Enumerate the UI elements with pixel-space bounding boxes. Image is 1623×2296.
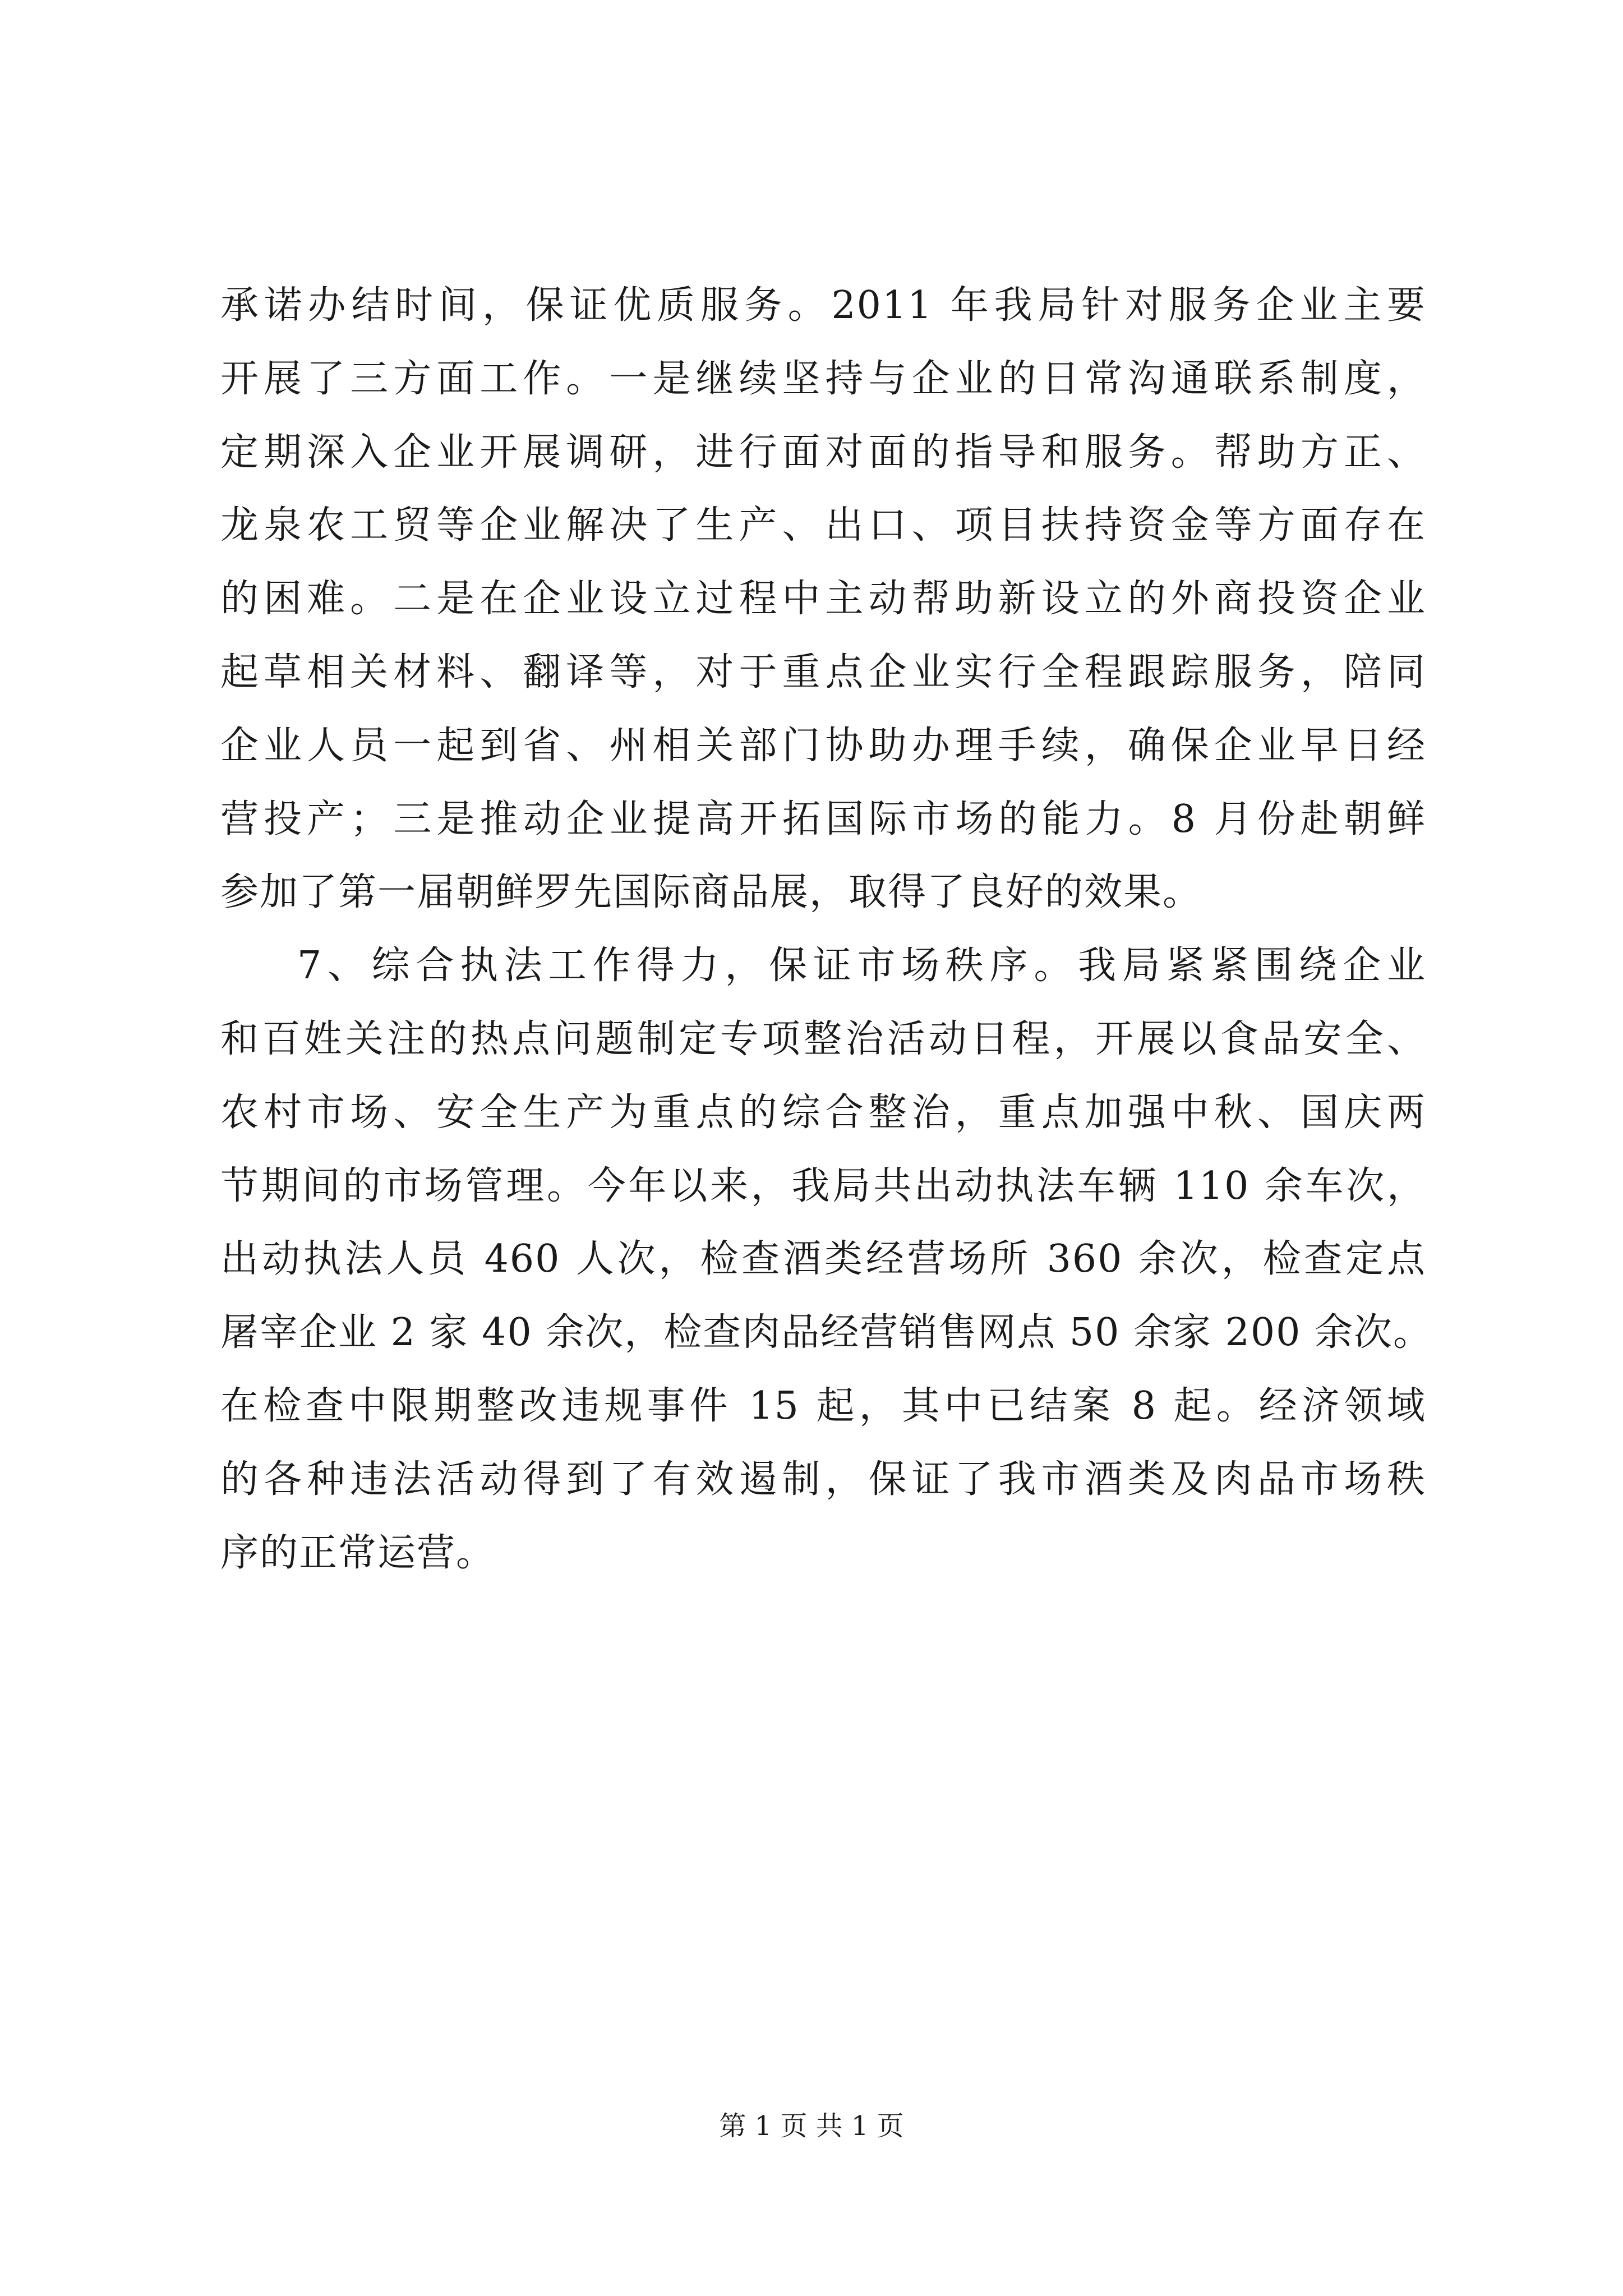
- text-line: 企业人员一起到省、州相关部门协助办理手续，确保企业早日经: [220, 723, 1426, 768]
- text-line: 的各种违法活动得到了有效遏制，保证了我市酒类及肉品市场秩: [220, 1457, 1426, 1502]
- text-line: 的困难。二是在企业设立过程中主动帮助新设立的外商投资企业: [220, 577, 1426, 622]
- text-line: 屠宰企业 2 家 40 余次，检查肉品经营销售网点 50 余家 200 余次。: [220, 1310, 1433, 1355]
- paragraph-service: [220, 269, 1426, 930]
- text-line: 起草相关材料、翻译等，对于重点企业实行全程跟踪服务，陪同: [220, 650, 1426, 694]
- text-line: 定期深入企业开展调研，进行面对面的指导和服务。帮助方正、: [220, 430, 1426, 475]
- page-number-footer: 第 1 页 共 1 页: [719, 2110, 904, 2142]
- text-line: 开展了三方面工作。一是继续坚持与企业的日常沟通联系制度，: [220, 356, 1426, 401]
- text-line: 节期间的市场管理。今年以来，我局共出动执法车辆 110 余车次，: [220, 1163, 1426, 1208]
- text-line: 农村市场、安全生产为重点的综合整治，重点加强中秋、国庆两: [220, 1090, 1426, 1135]
- text-line: 承诺办结时间，保证优质服务。2011 年我局针对服务企业主要: [220, 283, 1426, 328]
- document-body: [220, 269, 1433, 1590]
- text-line: 序的正常运营。: [220, 1530, 496, 1575]
- text-line: 参加了第一届朝鲜罗先国际商品展，取得了良好的效果。: [220, 870, 1202, 915]
- paragraph-enforcement: [220, 930, 1433, 1590]
- text-line: 营投产；三是推动企业提高开拓国际市场的能力。8 月份赴朝鲜: [220, 797, 1426, 841]
- text-line: 和百姓关注的热点问题制定专项整治活动日程，开展以食品安全、: [220, 1016, 1426, 1061]
- text-line: 龙泉农工贸等企业解决了生产、出口、项目扶持资金等方面存在: [220, 503, 1426, 548]
- text-line: 7、综合执法工作得力，保证市场秩序。我局紧紧围绕企业: [297, 944, 1426, 988]
- text-line: 出动执法人员 460 人次，检查酒类经营场所 360 余次，检查定点: [220, 1237, 1426, 1282]
- text-line: 在检查中限期整改违规事件 15 起，其中已结案 8 起。经济领域: [220, 1383, 1426, 1428]
